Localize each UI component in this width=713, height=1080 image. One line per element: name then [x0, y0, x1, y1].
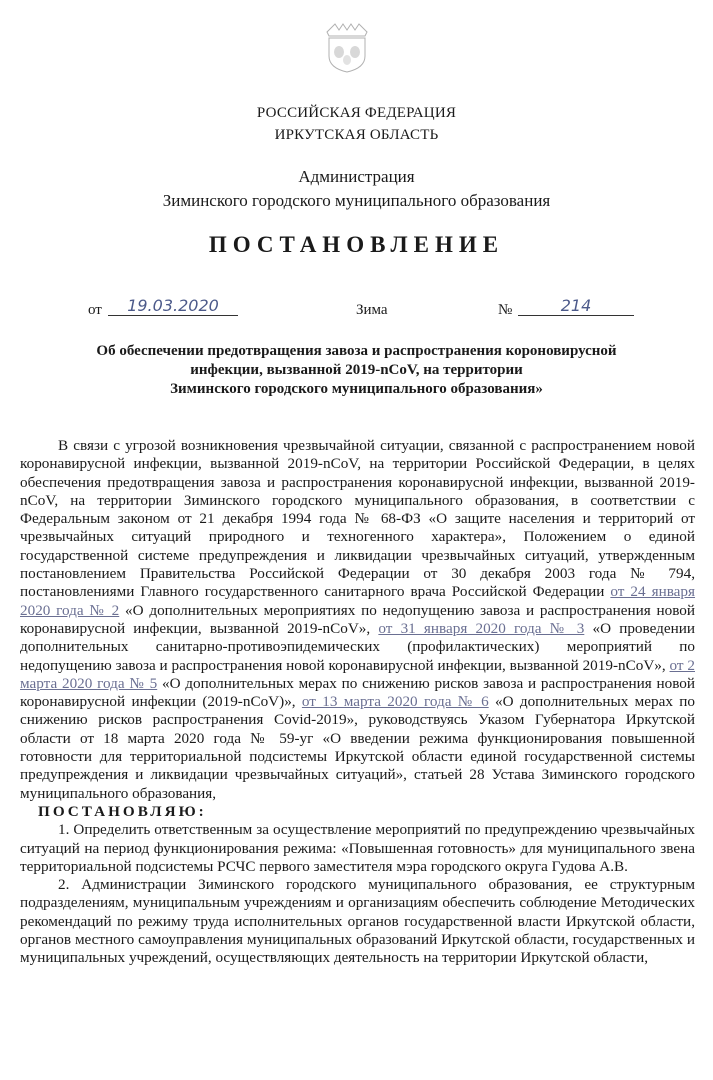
document-meta-line: [0, 296, 713, 324]
administration-heading: [0, 165, 713, 213]
reference-link-1[interactable]: от 24 января 2020 года № 2: [20, 583, 696, 619]
subject-line-2: инфекции, вызванной 2019-nCoV, на территории: [190, 362, 523, 378]
preamble-text-b: «О дополнительных мероприятиях по недопущению завоза и распространения новой коронавирусной инфекции, вызванной 2019-nCoV»,: [20, 601, 695, 637]
preamble-text-d: «О дополнительных мерах по снижению рисков завоза и распространения новой коронавирусной инфекции (2019-nCoV)»,: [20, 674, 695, 711]
preamble-text-e: «О дополнительных мерах по снижению рисков распространения Covid-2019», руководствуясь Указом Губернатора Иркутской области от 18 марта 2020 года № 59-уг «О введении режима функционирования повышенной готовности для территориальной подсистемы Иркутской области единой государственной системы предупреждения и ликвидации чрезвычайных ситуаций», статьей 28 Устава Зиминского городского муниципального образования,: [20, 693, 695, 802]
subject-line-3: Зиминского городского муниципального образования»: [170, 381, 543, 397]
reference-link-2[interactable]: от 31 января 2020 года № 3: [378, 619, 585, 637]
number-label: №: [498, 302, 513, 318]
country-heading: [0, 102, 713, 146]
decree-item-2: 2. Администрации Зиминского городского муниципального образования, ее структурным подразделениям, муниципальным учреждениям и организациям обеспечить соблюдение Методических рекомендаций по режиму труда исполнительных органов государственной власти Иркутской области, органов местного самоуправления муниципальных образований Иркутской области, государственных и муниципальных учреждений, осуществляющих деятельность на территории Иркутской области,: [20, 876, 695, 967]
reference-link-3[interactable]: от 2 марта 2020 года № 5: [20, 656, 695, 692]
decree-item-1: 1. Определить ответственным за осуществление мероприятий по предупреждению чрезвычайных ситуаций на период функционирования режима: «Повышенная готовность» для муниципального звена территориальной подсистемы РСЧС первого заместителя мэра городского округа Гудова А.В.: [20, 821, 695, 875]
reference-link-4[interactable]: от 13 марта 2020 года № 6: [301, 693, 489, 711]
country-name: РОССИЙСКАЯ ФЕДЕРАЦИЯ: [256, 105, 457, 121]
admin-line-2: Зиминского городского муниципального образования: [162, 191, 551, 210]
document-body: [20, 437, 695, 968]
document-subject: [0, 342, 713, 399]
number-value: 214: [518, 296, 634, 316]
decree-word: ПОСТАНОВЛЯЮ:: [38, 802, 207, 820]
place-name: Зима: [356, 302, 388, 318]
date-value: 19.03.2020: [108, 296, 238, 316]
region-name: ИРКУТСКАЯ ОБЛАСТЬ: [274, 127, 439, 143]
subject-line-1: Об обеспечении предотвращения завоза и распространения короновирусной: [96, 343, 617, 359]
preamble-text-c: «О проведении дополнительных санитарно-противоэпидемических (профилактических) мероприятий по недопущению завоза и распространения новой коронавирусной инфекции, вызванной 2019-nCoV»,: [20, 619, 695, 674]
preamble-text-a: В связи с угрозой возникновения чрезвычайной ситуации, связанной с распространением новой коронавирусной инфекции, вызванной 2019-nCoV, на территории Российской Федерации, в целях обеспечения предотвращения завоза и распространения коронавирусной инфекции, вызванной 2019-nCoV, на территории Зиминского городского муниципального образования, в соответствии с Федеральным законом от 21 декабря 1994 года № 68-ФЗ «О защите населения и территорий от чрезвычайных ситуаций природного и техногенного характера», Положением о единой государственной системе предупреждения и ликвидации чрезвычайных ситуаций, утвержденным постановлением Правительства Российской Федерации от 30 декабря 2003 года № 794, постановлениями Главного государственного санитарного врача Российской Федерации: [20, 437, 695, 601]
admin-line-1: Администрация: [298, 167, 415, 186]
document-type-title: ПОСТАНОВЛЕНИЕ: [208, 232, 505, 257]
preamble-paragraph: [20, 437, 695, 803]
coat-of-arms-emblem: [325, 22, 369, 74]
date-label: от: [88, 302, 102, 318]
